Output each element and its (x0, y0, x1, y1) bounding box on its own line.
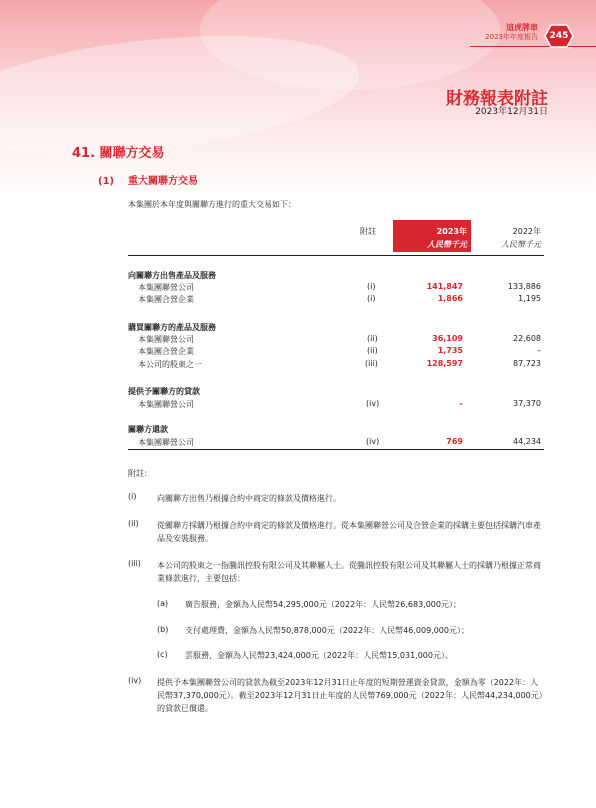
row-note: (iii) (365, 359, 378, 368)
note-mark: (i) (128, 492, 137, 501)
report-name: 2023年年度報告 (485, 33, 538, 41)
note-mark: (iv) (128, 676, 142, 685)
sub-note-mark: (b) (157, 625, 169, 634)
group-heading: 提供予關聯方的貸款 (128, 387, 200, 396)
row-label: 本集團聯營公司 (138, 438, 194, 447)
col-header-prior-year: 2022年 (512, 227, 541, 236)
sub-note-text: 雲服務，金額為人民幣23,424,000元（2022年：人民幣15,031,000元）。 (185, 651, 453, 660)
row-current: 1,735 (437, 346, 463, 355)
note-mark: (iii) (128, 559, 141, 568)
row-label: 本集團聯營公司 (138, 283, 194, 292)
row-current: – (459, 399, 463, 408)
row-note: (iv) (366, 437, 380, 446)
row-prior: 1,195 (518, 294, 541, 303)
col-header-note: 附註 (360, 227, 376, 236)
row-prior: 22,608 (513, 334, 541, 343)
row-prior: 87,723 (513, 359, 541, 368)
page-number: 245 (549, 31, 569, 41)
row-prior: – (537, 346, 541, 355)
row-current: 36,109 (432, 334, 463, 343)
col-header-current-year: 2023年 (436, 227, 467, 236)
row-prior: 44,234 (513, 437, 541, 446)
note-text: 提供予本集團聯營公司的貸款為截至2023年12月31日止年度的短期營運資金貸款，金額為零（2022年：人民幣37,370,000元）。截至2023年12月31日止年度的人民幣769,000元（2022年：人民幣44,234,000元）的貸款已償還。 (157, 678, 543, 713)
sub-note-text: 廣告服務，金額為人民幣54,295,000元（2022年：人民幣26,683,000元）； (185, 600, 461, 609)
col-header-current-unit: 人民幣千元 (427, 240, 467, 249)
row-note: (i) (367, 282, 376, 291)
group-heading: 關聯方還款 (128, 425, 168, 434)
note-text: 本公司的股東之一指騰訊控股有限公司及其聯屬人士。從騰訊控股有限公司及其聯屬人士的採購乃根據正常商業條款進行，主要包括： (157, 561, 541, 583)
group-heading: 向關聯方出售產品及服務 (128, 271, 216, 280)
intro-text: 本集團於本年度與關聯方進行的重大交易如下： (128, 200, 296, 209)
related-party-table (128, 220, 544, 460)
row-label: 本集團聯營公司 (138, 400, 194, 409)
group-heading: 購買關聯方的產品及服務 (128, 323, 216, 332)
col-header-prior-unit: 人民幣千元 (501, 240, 541, 249)
row-prior: 133,886 (507, 282, 541, 291)
page-number-badge (544, 24, 574, 48)
header-brand (485, 23, 538, 42)
row-note: (ii) (367, 334, 378, 343)
section-date: 2023年12月31日 (475, 107, 548, 117)
note-mark: (ii) (128, 519, 139, 528)
table-header-rule (128, 255, 544, 256)
sub-note-text: 支付處理費，金額為人民幣50,878,000元（2022年：人民幣46,009,000元）； (185, 626, 469, 635)
sub-heading-number: (1) (98, 176, 115, 187)
sub-note-mark: (a) (157, 599, 169, 608)
sub-heading-title: 重大關聯方交易 (128, 176, 198, 187)
header-rule (470, 46, 596, 47)
notes-label: 附註： (128, 469, 152, 478)
row-prior: 37,370 (513, 399, 541, 408)
row-note: (iv) (366, 399, 380, 408)
row-current: 141,847 (426, 282, 463, 291)
note-heading: 41. 關聯方交易 (72, 146, 165, 161)
note-text: 向關聯方出售乃根據合約中商定的條款及價格進行。 (157, 494, 341, 503)
section-title: 財務報表附註 (446, 89, 548, 109)
row-label: 本集團合營企業 (138, 295, 194, 304)
sub-heading (98, 172, 198, 187)
row-current: 1,866 (437, 294, 463, 303)
row-current: 128,597 (426, 359, 463, 368)
row-label: 本集團聯營公司 (138, 335, 194, 344)
brand-name: 這虎牌車 (506, 23, 538, 32)
table-bottom-rule (128, 449, 544, 450)
row-current: 769 (446, 437, 463, 446)
row-label: 本集團合營企業 (138, 347, 194, 356)
row-note: (i) (367, 294, 376, 303)
sub-note-mark: (c) (157, 650, 168, 659)
note-text: 從關聯方採購乃根據合約中商定的條款及價格進行。從本集團聯營公司及合營企業的採購主要包括採購汽車產品及安裝服務。 (157, 521, 541, 543)
row-label: 本公司的股東之一 (138, 360, 202, 369)
row-note: (ii) (367, 346, 378, 355)
